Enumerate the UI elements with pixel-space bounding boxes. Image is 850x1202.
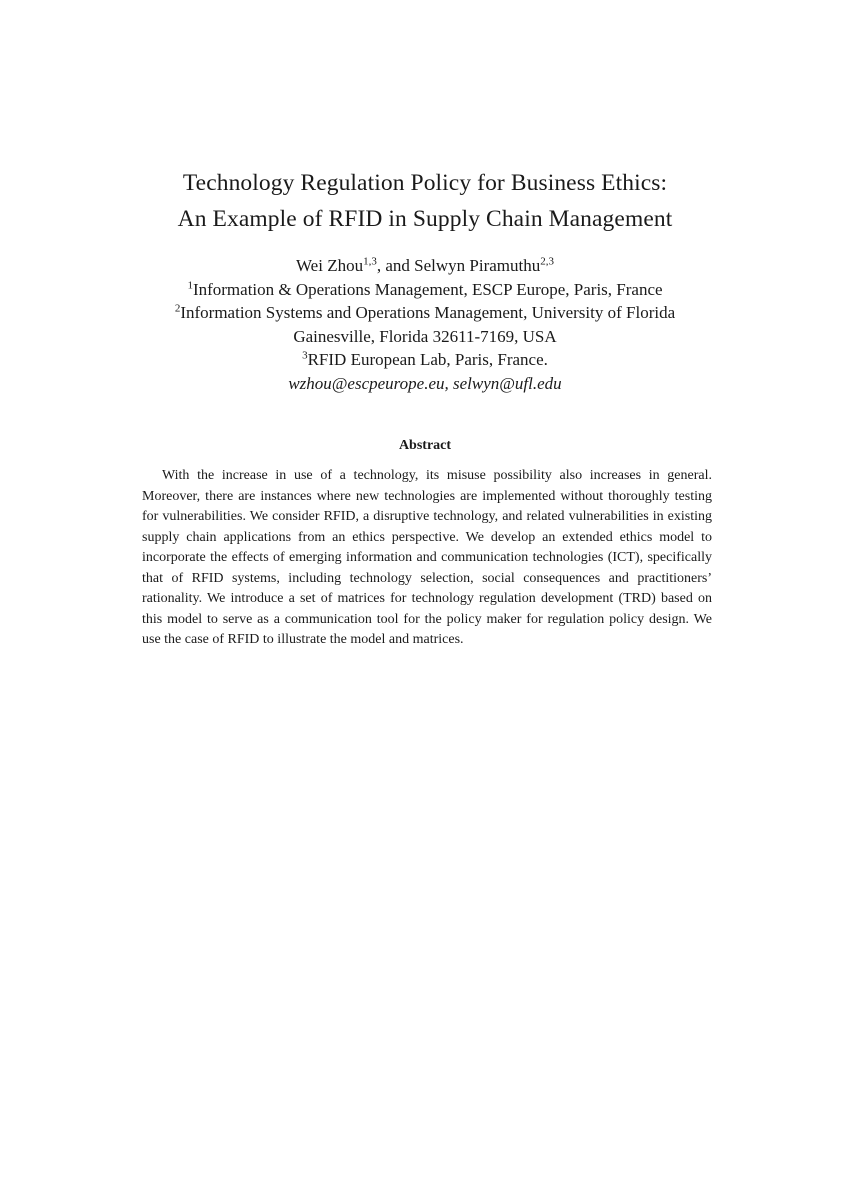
abstract-text: With the increase in use of a technology, its misuse possibility also increases in general. Moreover, there are instances where new technologies are implemented without thoroughly testing for vulnerabilities. We consider RFID, a disruptive technology, and related vulnerabilities in existing supply chain applications from an ethics perspective. We develop an extended ethics model to incorporate the effects of emerging information and communication technologies (ICT), specifically that of RFID systems, including technology selection, social consequences and practitioners’ rationality. We introduce a set of matrices for technology regulation development (TRD) based on this model to serve as a communication tool for the policy maker for regulation policy design. We use the case of RFID to illustrate the model and matrices. xyxy=(142,468,712,647)
affiliation-marker: 2 xyxy=(174,302,181,315)
affiliation-text: Gainesville, Florida 32611-7169, USA xyxy=(293,326,557,346)
author-affiliation-marker: 2,3 xyxy=(540,255,554,268)
affiliation-line xyxy=(80,348,770,372)
author-separator: , and xyxy=(376,256,415,275)
affiliation-text: RFID European Lab, Paris, France. xyxy=(307,350,548,369)
author-affiliation-marker: 1,3 xyxy=(363,255,377,268)
author-block xyxy=(80,254,770,395)
title-line-1: Technology Regulation Policy for Business Ethics: xyxy=(182,170,668,196)
affiliation-line xyxy=(80,325,770,349)
affiliation-marker: 1 xyxy=(187,278,193,291)
author-name: Wei Zhou xyxy=(296,256,364,275)
paper-title xyxy=(80,165,770,237)
author-name: Selwyn Piramuthu xyxy=(414,256,541,275)
affiliation-line xyxy=(80,278,770,302)
abstract-heading: Abstract xyxy=(398,438,452,453)
affiliation-text: Information Systems and Operations Management, University of Florida xyxy=(180,303,676,322)
affiliation-line xyxy=(80,301,770,325)
title-line-2: An Example of RFID in Supply Chain Management xyxy=(177,206,673,232)
author-line xyxy=(80,254,770,278)
affiliation-marker: 3 xyxy=(302,349,308,362)
author-emails: wzhou@escpeurope.eu, selwyn@ufl.edu xyxy=(288,373,562,393)
affiliation-text: Information & Operations Management, ESCP Europe, Paris, France xyxy=(192,279,663,299)
